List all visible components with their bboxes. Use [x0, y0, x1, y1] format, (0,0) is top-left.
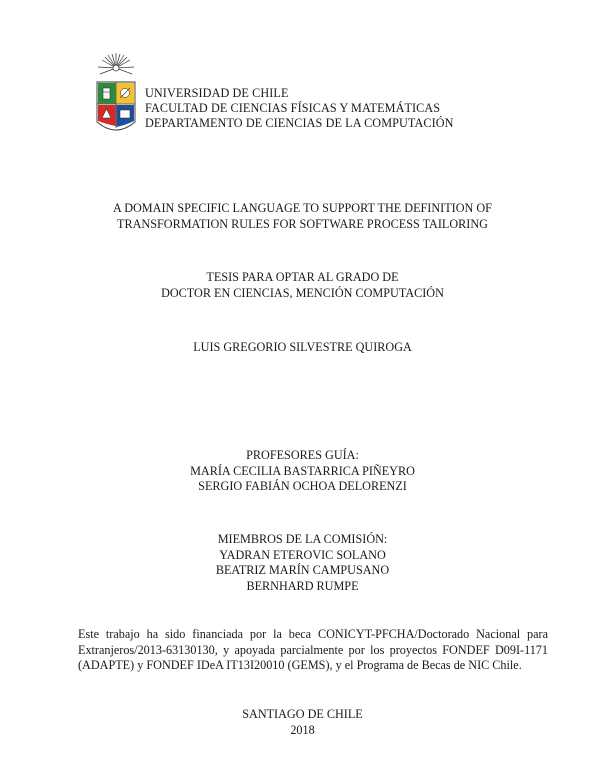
department-name: DEPARTAMENTO DE CIENCIAS DE LA COMPUTACIÓN	[145, 115, 454, 130]
degree-statement	[0, 270, 605, 301]
committee-member-name: BEATRIZ MARÍN CAMPUSANO	[215, 563, 390, 577]
advisors-section	[0, 448, 605, 495]
place: SANTIAGO DE CHILE	[242, 707, 363, 721]
year: 2018	[290, 722, 315, 737]
thesis-title-line: A DOMAIN SPECIFIC LANGUAGE TO SUPPORT THE DEFINITION OF	[113, 201, 492, 215]
thesis-title	[0, 201, 605, 232]
faculty-name: FACULTAD DE CIENCIAS FÍSICAS Y MATEMÁTICAS	[145, 100, 441, 115]
committee-heading: MIEMBROS DE LA COMISIÓN:	[217, 532, 388, 546]
place-and-year	[0, 707, 605, 738]
thesis-title-line: TRANSFORMATION RULES FOR SOFTWARE PROCESS TAILORING	[117, 216, 488, 231]
university-name: UNIVERSIDAD DE CHILE	[145, 86, 289, 100]
committee-member-name: YADRAN ETEROVIC SOLANO	[219, 547, 386, 562]
advisors-heading: PROFESORES GUÍA:	[246, 448, 359, 462]
funding-line: (ADAPTE) y FONDEF IDeA IT13I20010 (GEMS), y el Programa de Becas de NIC Chile.	[78, 658, 522, 672]
university-crest-icon	[94, 52, 138, 138]
degree-line: TESIS PARA OPTAR AL GRADO DE	[206, 270, 399, 284]
advisor-name: SERGIO FABIÁN OCHOA DELORENZI	[198, 479, 407, 493]
committee-section	[0, 532, 605, 594]
funding-line: Este trabajo ha sido financiada por la beca CONICYT-PFCHA/Doctorado Nacional para	[78, 627, 548, 641]
author-name	[0, 340, 605, 356]
funding-line: Extranjeros/2013-63130130, y apoyada parcialmente por los proyectos FONDEF D09I-1171	[78, 642, 548, 657]
committee-member-name: BERNHARD RUMPE	[246, 578, 359, 593]
institution-header	[94, 52, 514, 142]
funding-note	[78, 627, 548, 674]
advisor-name: MARÍA CECILIA BASTARRICA PIÑEYRO	[190, 463, 415, 478]
degree-line: DOCTOR EN CIENCIAS, MENCIÓN COMPUTACIÓN	[161, 285, 444, 300]
institution-lines	[145, 86, 454, 130]
author-line: LUIS GREGORIO SILVESTRE QUIROGA	[193, 340, 412, 354]
